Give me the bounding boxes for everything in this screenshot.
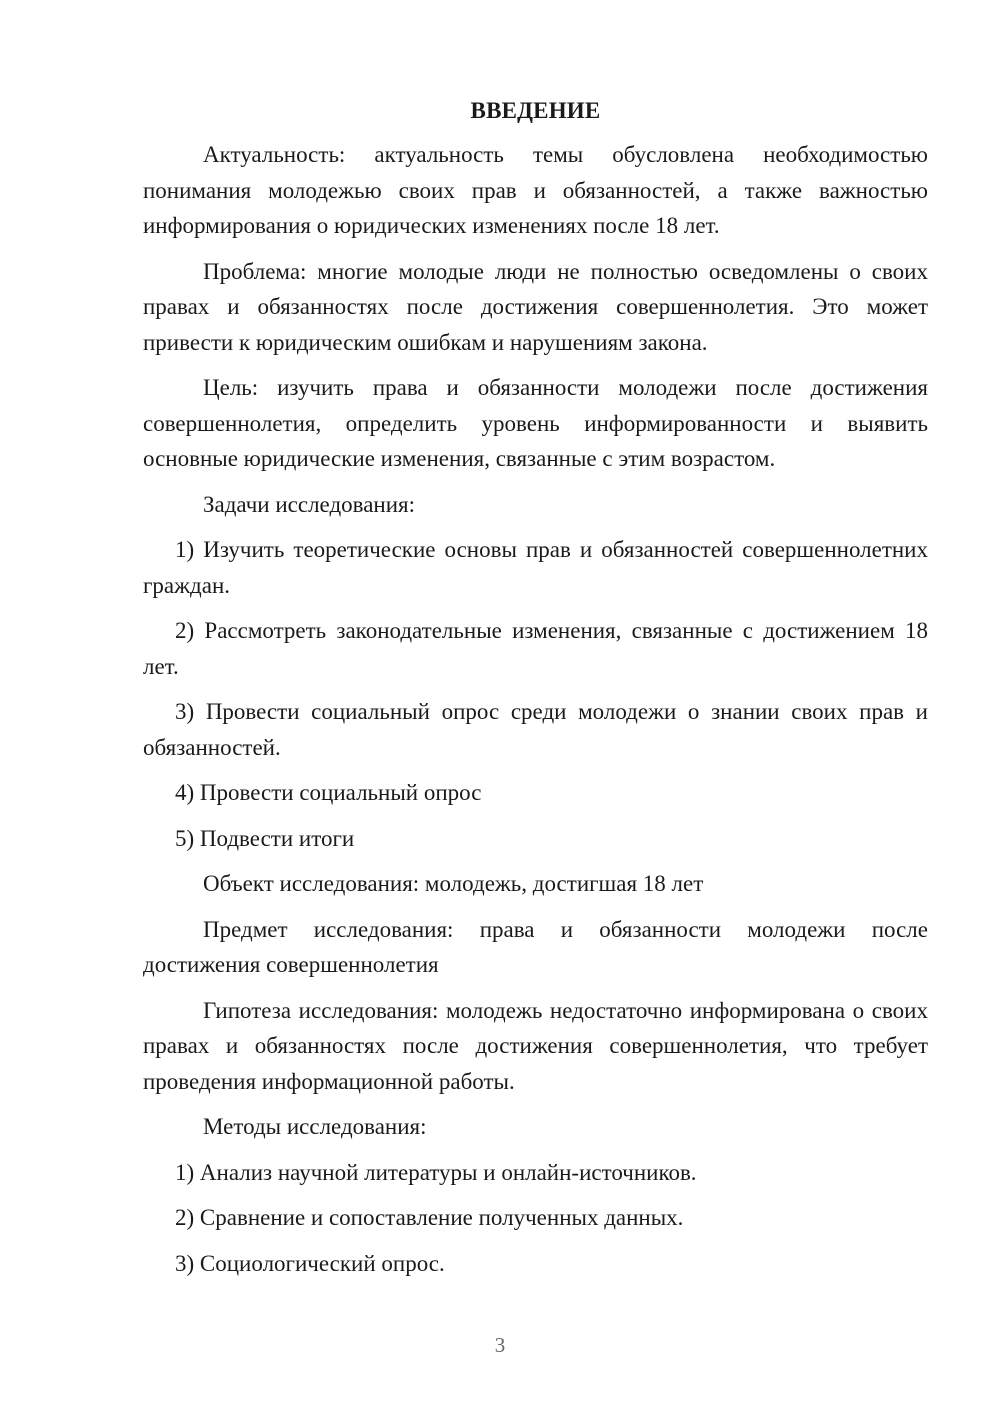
tasks-heading: Задачи исследования: — [203, 491, 416, 517]
method-item-1: 1) Анализ научной литературы и онлайн-источников. — [175, 1159, 697, 1185]
object-paragraph: Объект исследования: молодежь, достигшая 18 лет — [203, 871, 704, 896]
page-title: ВВЕДЕНИЕ — [470, 98, 601, 123]
task-item-3: 3) Провести социальный опрос среди молодежи о знании своих прав и обязанностей. — [143, 699, 928, 760]
task-item-4: 4) Провести социальный опрос — [175, 780, 482, 805]
relevance-paragraph: Актуальность: актуальность темы обусловлена необходимостью понимания молодежью своих прав и обязанностей, а также важностью информирования о юридических изменениях после 18 лет. — [143, 142, 928, 238]
method-item-2: 2) Сравнение и сопоставление полученных данных. — [175, 1205, 684, 1230]
page-content — [143, 93, 928, 1281]
method-item-3: 3) Социологический опрос. — [175, 1250, 445, 1276]
task-item-1: 1) Изучить теоретические основы прав и обязанностей совершеннолетних граждан. — [143, 537, 928, 598]
task-item-2: 2) Рассмотреть законодательные изменения, связанные с достижением 18 лет. — [143, 618, 928, 679]
task-item-5: 5) Подвести итоги — [175, 825, 355, 851]
hypothesis-paragraph: Гипотеза исследования: молодежь недостаточно информирована о своих правах и обязанностях после достижения совершеннолетия, что требует проведения информационной работы. — [143, 997, 928, 1094]
page-number: 3 — [494, 1333, 506, 1357]
subject-paragraph: Предмет исследования: права и обязанности молодежи после достижения совершеннолетия — [143, 916, 928, 977]
problem-paragraph: Проблема: многие молодые люди не полностью осведомлены о своих правах и обязанностях после достижения совершеннолетия. Это может привести к юридическим ошибкам и нарушениям закона. — [143, 258, 928, 355]
methods-heading: Методы исследования: — [203, 1114, 427, 1139]
goal-paragraph: Цель: изучить права и обязанности молодежи после достижения совершеннолетия, определить уровень информированности и выявить основные юридические изменения, связанные с этим возрастом. — [143, 375, 928, 471]
